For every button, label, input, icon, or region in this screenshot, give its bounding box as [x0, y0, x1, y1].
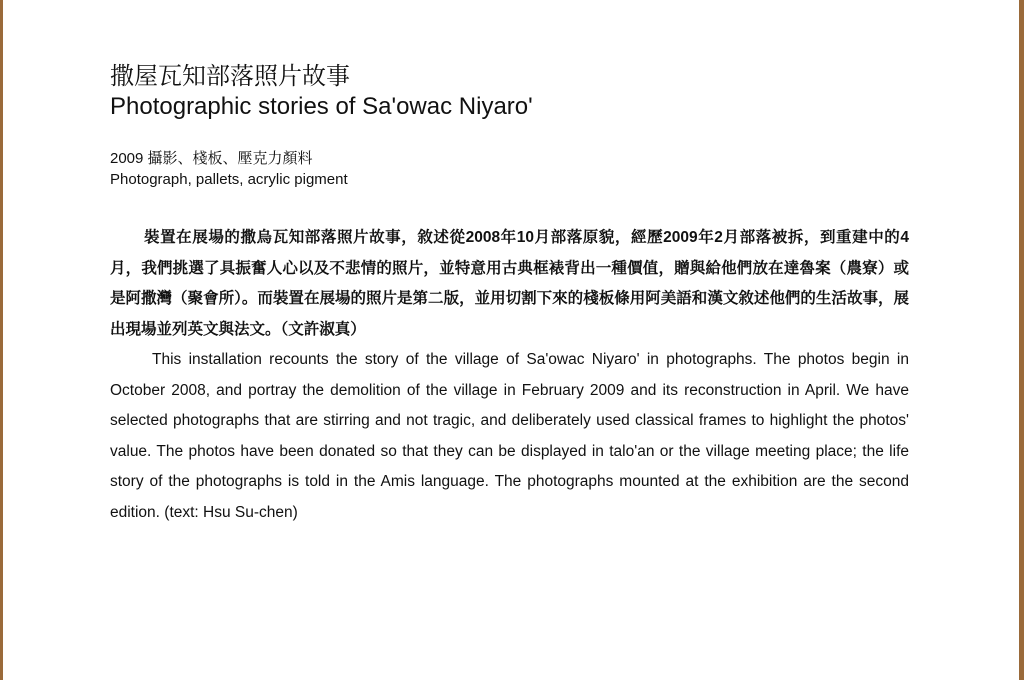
- title-english: Photographic stories of Sa'owac Niyaro': [110, 93, 533, 120]
- description: [110, 223, 909, 528]
- label-panel: [110, 62, 909, 528]
- frame-right-edge: [1019, 0, 1024, 680]
- title-chinese: 撒屋瓦知部落照片故事: [110, 63, 350, 90]
- frame-left-edge: [0, 0, 3, 680]
- artwork-meta: [110, 148, 909, 190]
- meta-english: Photograph, pallets, acrylic pigment: [110, 171, 348, 188]
- description-chinese: 裝置在展場的撒烏瓦知部落照片故事，敘述從2008年10月部落原貌，經歷2009年2月部落被拆，到重建中的4月，我們挑選了具振奮人心以及不悲情的照片，並特意用古典框裱背出一種價值，贈與給他們放在達魯案（農寮）或是阿撒灣（聚會所）。而裝置在展場的照片是第二版，並用切割下來的棧板條用阿美語和漢文敘述他們的生活故事，展出現場並列英文與法文。（文許淑真）: [110, 229, 909, 338]
- description-english: This installation recounts the story of the village of Sa'owac Niyaro' in photographs. The photos begin in October 2008, and portray the demolition of the village in February 2009 and its reconstruction in April. We have selected photographs that are stirring and not tragic, and deliberately used classical frames to highlight the photos' value. The photos have been donated so that they can be displayed in talo'an or the village meeting place; the life story of the photographs is told in the Amis language. The photographs mounted at the exhibition are the second edition. (text: Hsu Su-chen): [110, 351, 909, 521]
- meta-chinese: 2009 攝影、棧板、壓克力顏料: [110, 150, 313, 167]
